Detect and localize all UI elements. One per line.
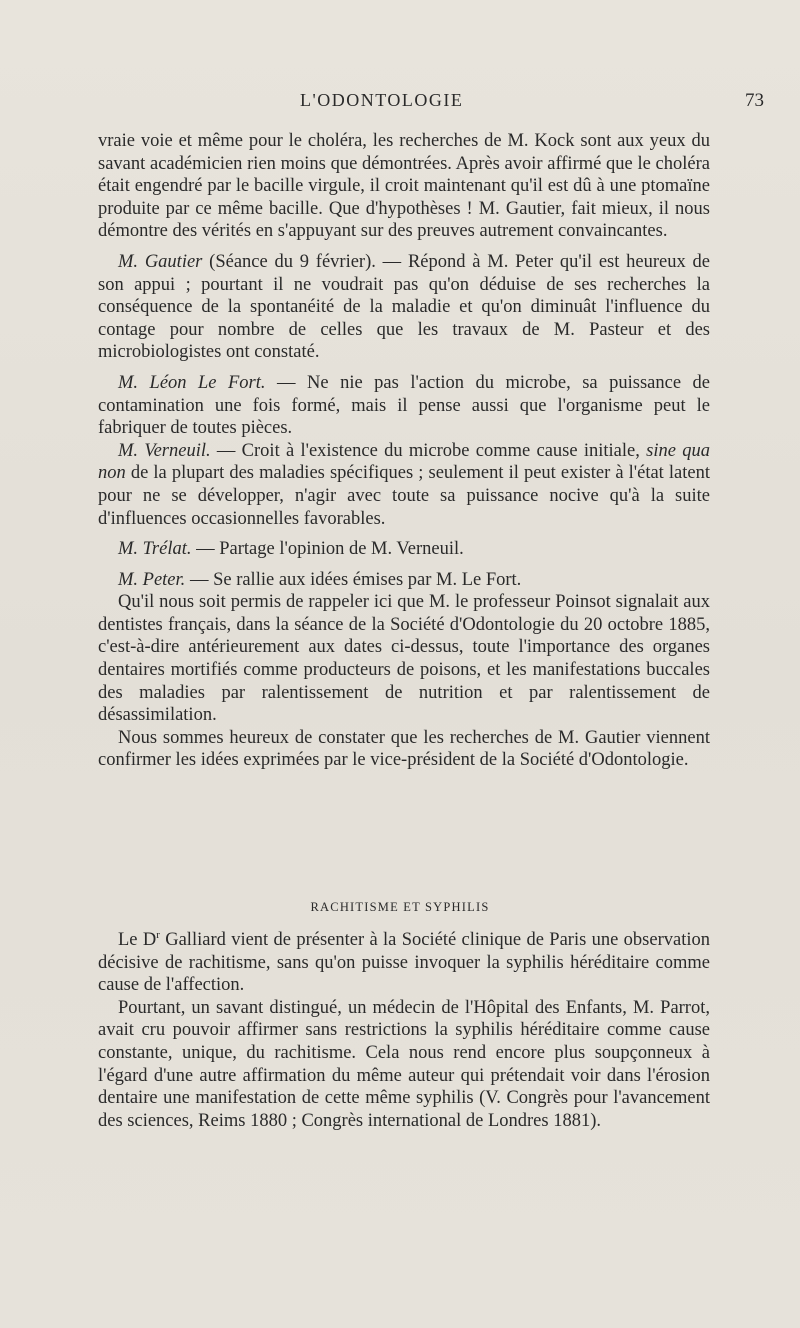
paragraph-peter: [98, 569, 710, 592]
paragraph-galliard-b: Galliard vient de présenter à la Société clinique de Paris une observation décisive de rachitisme, sans qu'on puisse invoquer la syphilis héréditaire comme cause de l'affection.: [98, 930, 710, 996]
speaker-peter: M. Peter.: [118, 569, 186, 590]
paragraph-galliard-a: Le D: [118, 930, 157, 950]
paragraph-le-fort: [98, 372, 710, 440]
body-text-section-1: [98, 130, 710, 772]
paragraph-verneuil-text-b: de la plupart des maladies spécifiques ; seulement il peut exister à l'état latent pour ne se développer, n'agir avec toute sa puissance nocive qu'à la suite d'influences occasionnelles favorables.: [98, 463, 710, 529]
speaker-le-fort: M. Léon Le Fort.: [118, 372, 266, 393]
body-text-section-2: [98, 929, 710, 1132]
paragraph-1: vraie voie et même pour le choléra, les recherches de M. Kock sont aux yeux du savant académicien rien moins que démontrées. Après avoir affirmé que le choléra était engendré par le bacille virgule, il croit maintenant qu'il est dû à une ptomaïne produite par ce même bacille. Que d'hypothèses ! M. Gautier, fait mieux, il nous démontre des vérités en s'appuyant sur des preuves autrement convaincantes.: [98, 131, 710, 242]
paragraph-verneuil: [98, 440, 710, 530]
paragraph-le-fort-text: — Ne nie pas l'action du microbe, sa puissance de contamination une fois formé, mais il pense aussi que l'organisme peut le fabriquer de toutes pièces.: [98, 372, 710, 439]
paragraph-trelat-text: — Partage l'opinion de M. Verneuil.: [191, 539, 464, 560]
section-title: RACHITISME ET SYPHILIS: [310, 900, 490, 914]
doctor-superscript: r: [156, 928, 160, 941]
paragraph-gautier-text: (Séance du 9 février). — Répond à M. Peter qu'il est heureux de son appui ; pourtant il ne voudrait pas qu'on déduise de ses recherches la conséquence de la spontanéité de la maladie et qu'on diminuât l'influence du contage pour nombre de celles que les travaux de M. Pasteur et des microbiologistes ont constaté.: [98, 251, 710, 363]
speaker-gautier: M. Gautier: [118, 251, 203, 272]
running-title: L'ODONTOLOGIE: [300, 90, 464, 110]
paragraph-trelat: [98, 538, 710, 561]
paragraph-galliard: [98, 929, 710, 997]
page-number: 73: [745, 90, 764, 111]
paragraph-conclusion: Nous sommes heureux de constater que les recherches de M. Gautier viennent confirmer les idées exprimées par le vice-président de la Société d'Odontologie.: [98, 727, 710, 771]
running-head: [0, 90, 800, 120]
paragraph-poinsot: Qu'il nous soit permis de rappeler ici que M. le professeur Poinsot signalait aux dentistes français, dans la séance de la Société d'Odontologie du 20 octobre 1885, c'est-à-dire antérieurement aux dates ci-dessus, toute l'importance des organes dentaires mortifiés comme producteurs de poisons, et les manifestations buccales des maladies par ralentissement de nutrition et par ralentissement de désassimilation.: [98, 592, 710, 726]
latin-phrase: sine qua non: [98, 440, 711, 484]
speaker-verneuil: M. Verneuil.: [118, 440, 211, 461]
speaker-trelat: M. Trélat.: [118, 539, 192, 560]
paragraph-parrot: Pourtant, un savant distingué, un médecin de l'Hôpital des Enfants, M. Parrot, avait cru pouvoir affirmer sans restrictions la syphilis héréditaire comme cause constante, unique, du rachitisme. Cela nous rend encore plus soupçonneux à l'égard d'une autre affirmation du même auteur qui prétendait voir dans l'érosion dentaire une manifestation de cette même syphilis (V. Congrès pour l'avancement des sciences, Reims 1880 ; Congrès international de Londres 1881).: [98, 997, 710, 1131]
paragraph-peter-text: — Se rallie aux idées émises par M. Le Fort.: [185, 569, 522, 590]
paragraph-gautier: [98, 251, 710, 364]
paragraph-verneuil-text-a: — Croit à l'existence du microbe comme cause initiale,: [210, 440, 647, 461]
